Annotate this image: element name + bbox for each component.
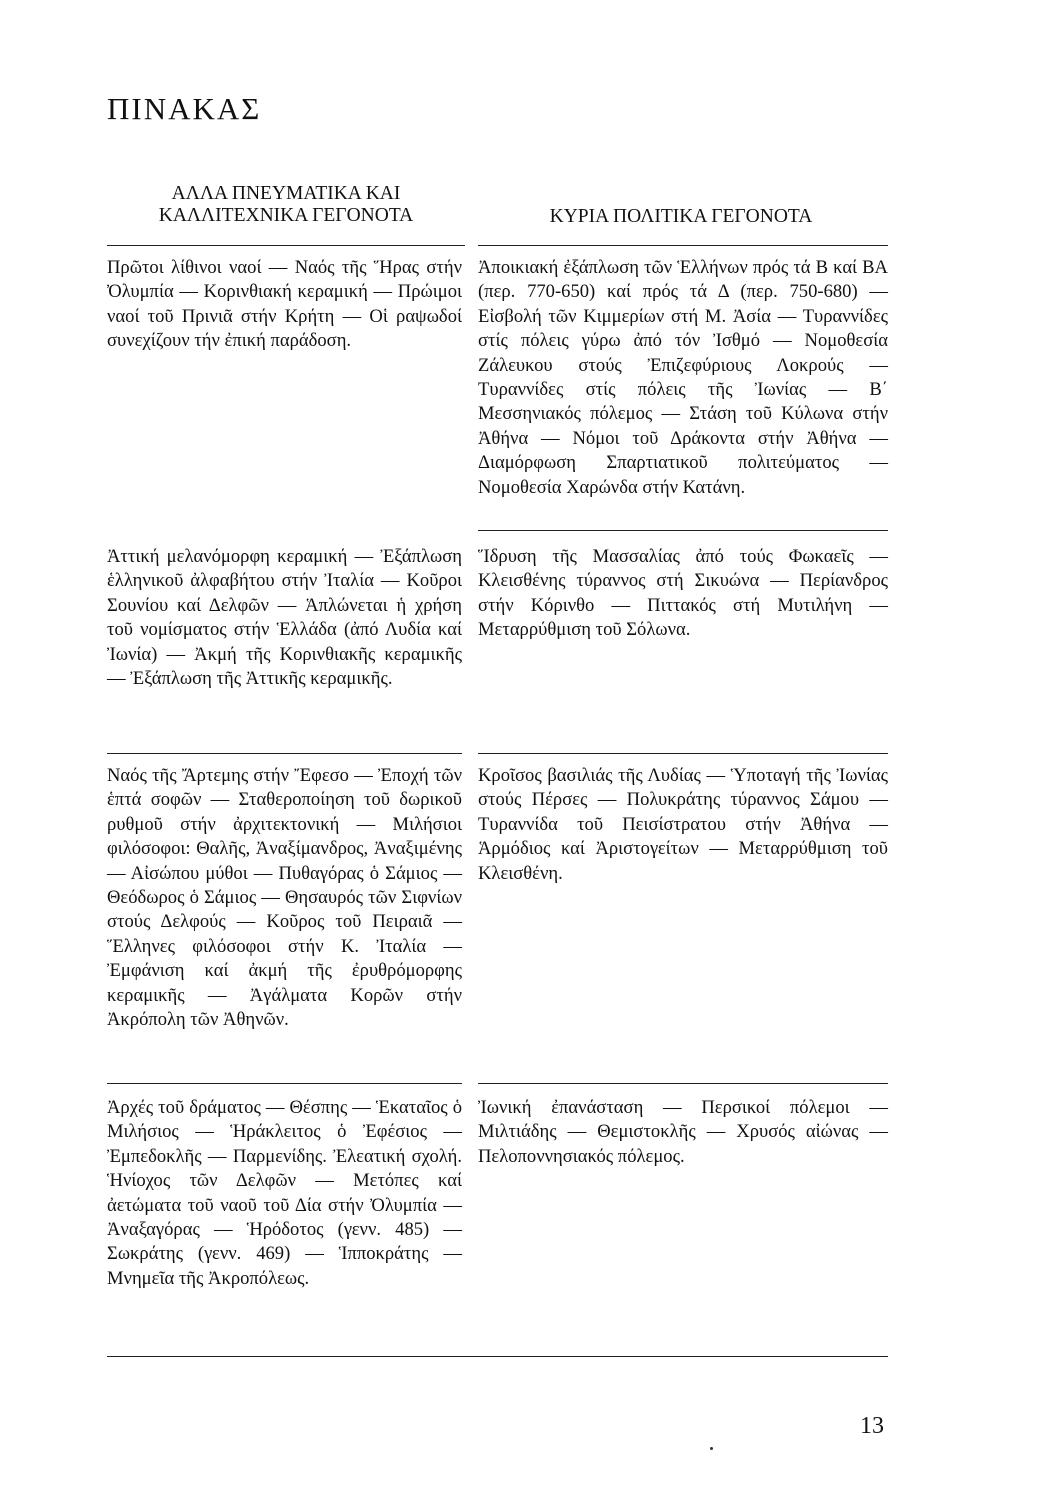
left-header-rule [107, 245, 465, 246]
row-2-political-events: Ἵδρυση τῆς Μασσαλίας ἀπό τούς Φωκαεῖς — Κλεισθένης τύραννος στή Σικυώνα — Περίανδρος στήν Κόρινθο — Πιττακός στή Μυτιλήνη — Μεταρρύθμιση τοῦ Σόλωνα. [478, 546, 888, 641]
row-3-left-rule [107, 1083, 462, 1084]
right-column-heading: ΚΥΡΙΑ ΠΟΛΙΤΙΚΑ ΓΕΓΟΝΟΤΑ [549, 206, 813, 227]
row-1-right-rule [478, 530, 888, 531]
row-1-political-events: Ἀποικιακή ἐξάπλωση τῶν Ἑλλήνων πρός τά Β καί ΒΑ (περ. 770-650) καί πρός τά Δ (περ. 750-680) — Εἰσβολή τῶν Κιμμερίων στή Μ. Ἀσία — Τυραννίδες στίς πόλεις γύρω ἀπό τόν Ἰσθμό — Νομοθεσία Ζάλευκου στούς Ἐπιζεφύριους Λοκρούς — Τυραννίδες στίς πόλεις τῆς Ἰωνίας — Β΄ Μεσσηνιακός πόλεμος — Στάση τοῦ Κύλωνα στήν Ἀθήνα — Νόμοι τοῦ Δράκοντα στήν Ἀθήνα — Διαμόρφωση Σπαρτιατικοῦ πολιτεύματος — Νομοθεσία Χαρώνδα στήν Κατάνη. [478, 257, 888, 498]
row-3-political-events: Κροῖσος βασιλιάς τῆς Λυδίας — Ὑποταγή τῆς Ἰωνίας στούς Πέρσες — Πολυκράτης τύραννος Σάμου — Τυραννίδα τοῦ Πεισίστρατου στήν Ἀθήνα — Ἁρμόδιος καί Ἀριστογείτων — Μεταρρύθμιση τοῦ Κλεισθένη. [478, 765, 888, 884]
right-header-rule [478, 245, 888, 246]
row-4-political-events: Ἰωνική ἐπανάσταση — Περσικοί πόλεμοι — Μιλτιάδης — Θεμιστοκλῆς — Χρυσός αἰώνας — Πελοποννησιακός πόλεμος. [478, 1097, 888, 1167]
row-4-cultural-events: Ἀρχές τοῦ δράματος — Θέσπης — Ἑκαταῖος ὁ Μιλήσιος — Ἡράκλειτος ὁ Ἐφέσιος — Ἐμπεδοκλῆς — Παρμενίδης. Ἐλεατική σχολή. Ἡνίοχος τῶν Δελφῶν — Μετόπες καί ἀετώματα τοῦ ναοῦ τοῦ Δία στήν Ὀλυμπία — Ἀναξαγόρας — Ἡρόδοτος (γενν. 485) — Σωκράτης (γενν. 469) — Ἱπποκράτης — Μνημεῖα τῆς Ἀκροπόλεως. [107, 1097, 462, 1289]
row-3-cultural-events: Ναός τῆς Ἄρτεμης στήν Ἔφεσο — Ἐποχή τῶν ἑπτά σοφῶν — Σταθεροποίηση τοῦ δωρικοῦ ρυθμοῦ στήν ἀρχιτεκτονική — Μιλήσιοι φιλόσοφοι: Θαλῆς, Ἀναξίμανδρος, Ἀναξιμένης — Αἰσώπου μύθοι — Πυθαγόρας ὁ Σάμιος — Θεόδωρος ὁ Σάμιος — Θησαυρός τῶν Σιφνίων στούς Δελφούς — Κοῦρος τοῦ Πειραιᾶ — Ἕλληνες φιλόσοφοι στήν Κ. Ἰταλία — Ἐμφάνιση καί ἀκμή τῆς ἐρυθρόμορφης κεραμικῆς — Ἀγάλματα Κορῶν στήν Ἀκρόπολη τῶν Ἀθηνῶν. [107, 765, 462, 1031]
row-3-right-rule [478, 1083, 888, 1084]
print-speck [710, 1447, 713, 1450]
page-number: 13 [860, 1413, 884, 1439]
page-title: ΠΙΝΑΚΑΣ [107, 91, 262, 126]
row-2-left-rule [107, 753, 462, 754]
row-2-cultural-events: Ἀττική μελανόμορφη κεραμική — Ἐξάπλωση ἑλληνικοῦ ἀλφαβήτου στήν Ἰταλία — Κοῦροι Σουνίου καί Δελφῶν — Ἁπλώνεται ἡ χρήση τοῦ νομίσματος στήν Ἑλλάδα (ἀπό Λυδία καί Ἰωνία) — Ἀκμή τῆς Κορινθιακῆς κεραμικῆς — Ἐξάπλωση τῆς Ἀττικῆς κεραμικῆς. [107, 546, 462, 690]
left-column-heading: ΑΛΛΑ ΠΝΕΥΜΑΤΙΚΑ ΚΑΙ ΚΑΛΛΙΤΕΧΝΙΚΑ ΓΕΓΟΝΟΤΑ [158, 183, 414, 226]
row-2-right-rule [478, 753, 888, 754]
row-4-bottom-rule [107, 1356, 888, 1357]
row-1-cultural-events: Πρῶτοι λίθινοι ναοί — Ναός τῆς Ἥρας στήν Ὀλυμπία — Κορινθιακή κεραμική — Πρώιμοι ναοί τοῦ Πρινιᾶ στήν Κρήτη — Οἱ ραψωδοί συνεχίζουν τήν ἐπική παράδοση. [107, 257, 462, 352]
